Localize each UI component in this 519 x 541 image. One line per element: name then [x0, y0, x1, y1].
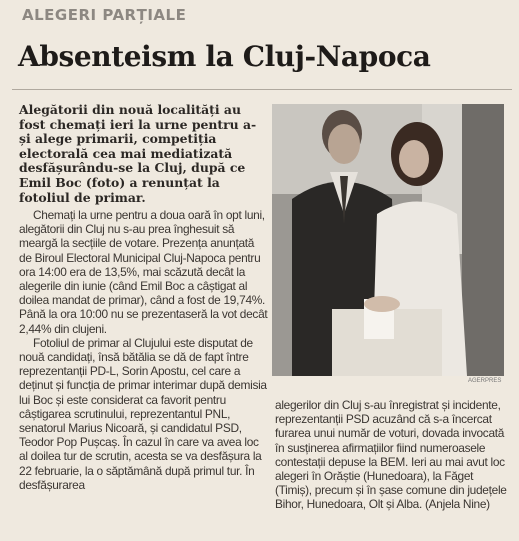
lead-paragraph: Alegătorii din nouă localități au fost chemați ieri la urne pentru a-și alege primarii, competiția electorală cea mai mediatizată desfășurându-se la Cluj, după ce Emil Boc (foto) a renunțat la fotoliul de primar. — [19, 102, 257, 205]
article-body-column-2 — [275, 398, 507, 512]
body-paragraph-1: Chemați la urne pentru a doua oară în opt luni, alegătorii din Cluj nu s-au prea înghesuit să meargă la secțiile de votare. Prezența anunțată de Biroul Electoral Municipal Cluj-Napoca pentru ora 14:00 era de 13,5%, mai scăzută decât la alegerile din iunie (când Emil Boc a câștigat al doilea mandat de primar), când a fost de 19,74%. Până la ora 10:00 nu se prezentaseră la vot decât 2,44% din clujeni. — [19, 208, 268, 336]
body-paragraph-3: alegerilor din Cluj s-au înregistrat și incidente, reprezentanții PSD acuzând că s-a încercat furarea unui număr de voturi, dovada invocată în susținerea afirmațiilor fiind numeroasele contestații depuse la BEM. Ieri au mai avut loc alegeri în Orăștie (Hunedoara), la Făget (Timiș), precum și în șase comune din județele Bihor, Hunedoara, Olt și Alba. (Anjela Nine) — [275, 398, 507, 512]
article-headline: Absenteism la Cluj-Napoca — [18, 40, 431, 73]
header-divider — [12, 89, 512, 90]
voting-photo-illustration — [272, 104, 504, 376]
article-lead — [19, 103, 267, 205]
body-paragraph-2: Fotoliul de primar al Clujului este disputat de nouă candidați, însă bătălia se dă de fapt între reprezentanții PD-L, Sorin Apostu, cel care a deținut și funcția de primar interimar după demisia lui Boc și este considerat ca favorit pentru câștigarea scrutinului, reprezentantul PNL, senatorul Marius Nicoară, și candidatul PSD, Teodor Pop Pușcaș. În cazul în care va avea loc al doilea tur de scrutin, acesta se va desfășura la 22 februarie, la o săptămână după primul tur. În desfășurarea — [19, 335, 267, 492]
photo-credit: AGERPRES — [468, 378, 502, 384]
section-label: ALEGERI PARȚIALE — [22, 6, 187, 24]
article-photo — [272, 104, 504, 376]
article-body-column-1 — [19, 208, 269, 492]
